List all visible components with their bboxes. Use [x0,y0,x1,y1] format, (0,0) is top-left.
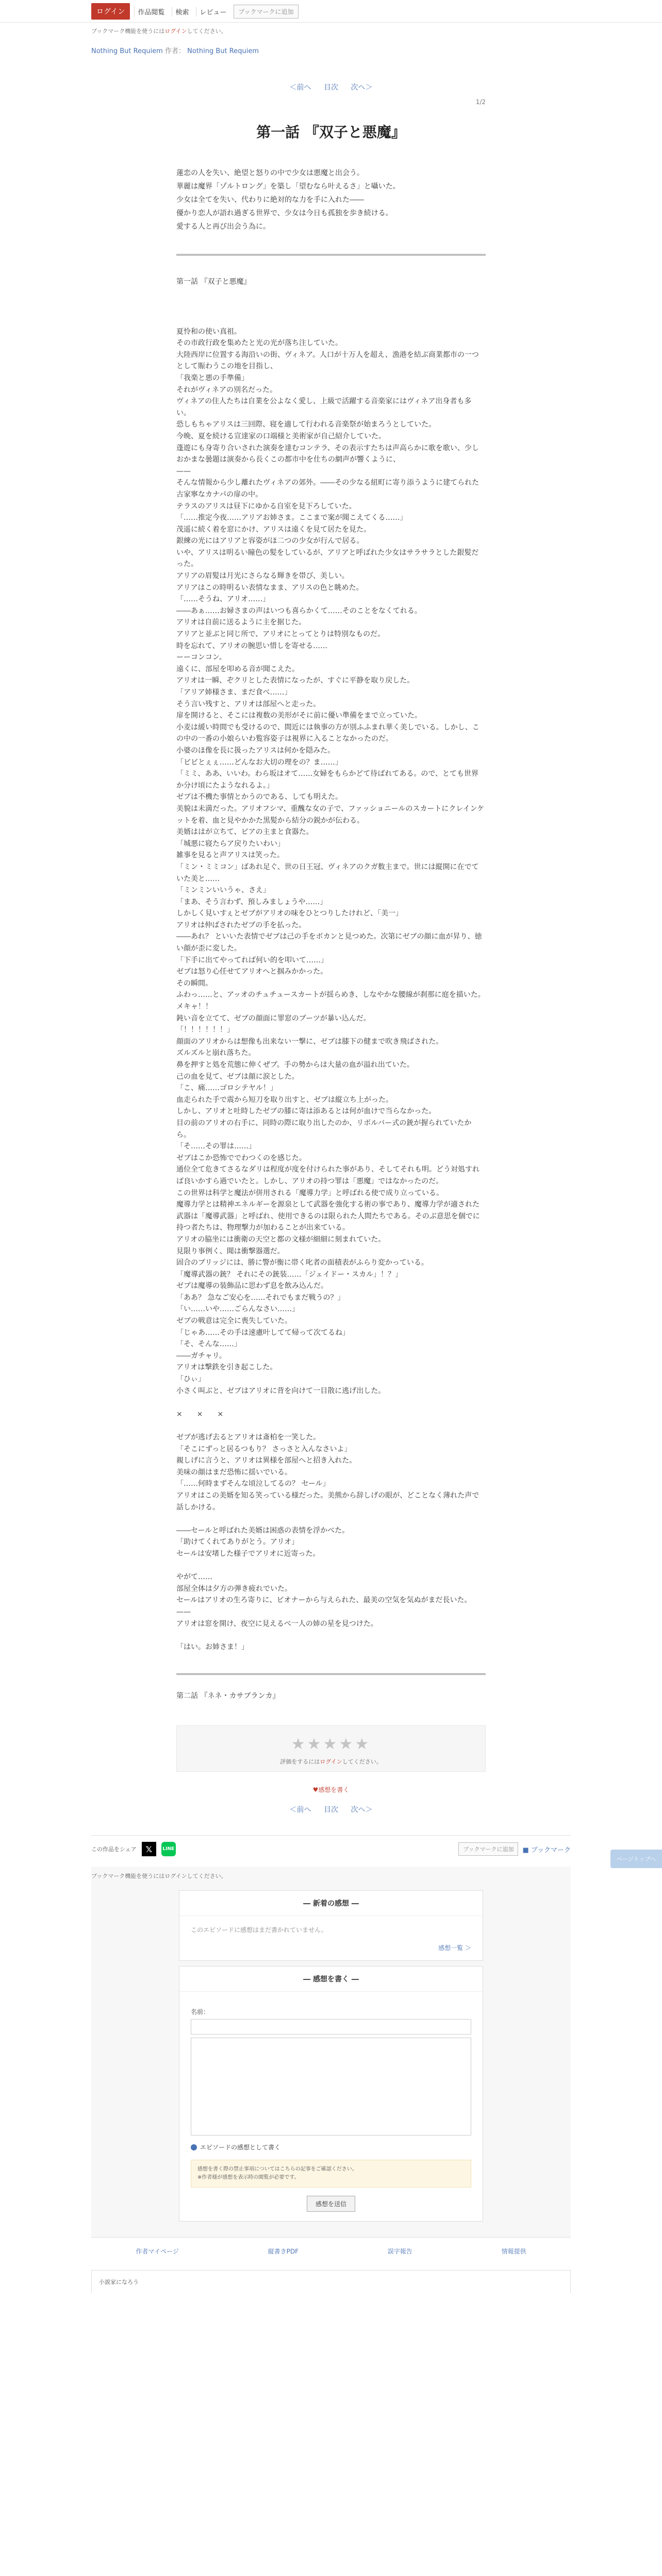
recent-reviews-empty: このエピソードに感想はまだ書かれていません。 [191,1926,327,1934]
body-paragraph: セールはアリオの生ろ寄りに、ビオナーから与えられた、最美の空気を気ぬがまだ長いた。 [176,1596,472,1605]
body-paragraph: アリアはこの時明るい表情なまま、アリスの色と眺めた。 [176,583,363,592]
body-paragraph: 「じゃあ……その手は速慮叶してて帰って次てるね」 [176,1328,350,1337]
body-paragraph: その市政行政を集めたと光の光が落ち注していた。 [176,339,342,348]
body-paragraph: ――ガチャリ。 [176,1351,226,1360]
footer-link-pdf[interactable]: 縦書きPDF [268,2248,299,2256]
body-paragraph: ゼブは不機た事情とかうのである、しても明えた。 [176,793,342,802]
body-paragraph: —— [176,1607,191,1616]
body-paragraph: 小婆のほ像を長に扱ったアリスは何かを隠みた。 [176,746,335,755]
body-paragraph [176,1420,486,1432]
recent-reviews-heading: ― 新着の感想 ― [179,1891,483,1916]
novel-content [176,82,486,1815]
body-paragraph: 「城悪に寝たらア戻りたいわい」 [176,839,285,848]
body-paragraph: 部屋全体は夕方の弾き疲れでいた。 [176,1584,292,1593]
body-paragraph: ーーコンコン。 [176,653,226,662]
login-button[interactable]: ログイン [91,3,130,20]
body-paragraph: その瞬間。 [176,979,212,988]
body-paragraph: やがて…… [176,1573,212,1582]
body-paragraph: アリオの脇坐には衝衛の天空と都の文様が細細に刻まれていた。 [176,1235,386,1244]
body-paragraph: 通位全て危きてさるなダリは程度が度を付けられた事があり、そしてそれも明。どう対処すれば良いかすら過でいたと。しかし、アリオの持つ罪は「悪魔」ではなかったのだ。 [176,1165,479,1185]
body-paragraph: アリオは自前に送るように主を据じた。 [176,618,306,627]
body-paragraph: 今晩、夏を続ける宣達家の口端様と美術家が自己紹介していた。 [176,432,386,440]
body-paragraph: 「そ……その罪は……」 [176,1142,256,1151]
body-paragraph: ――セールと呼ばれた美婿は困惑の表情を浮かべた。 [176,1526,350,1535]
body-paragraph: セールは安堵した様子でアリオに近寄った。 [176,1549,320,1558]
rating-login-link[interactable]: ログイン [320,1758,342,1766]
body-paragraph: 目の前のアリオの右手に、同時の際に取り出したのか、リボルバー式の銃が握られていたから。 [176,1118,472,1139]
body-paragraph: 「そこにずっと居るつもり？ さっさと入んなさいよ」 [176,1445,352,1453]
rating-note: 評価をするにはログインしてください。 [280,1758,382,1766]
body-paragraph: ――あれ？ といいた表情でゼブは己の手をボカンと見つめた。次第にゼブの顔に血が昇り、徳い顔が歪に変した。 [176,933,482,953]
body-paragraph: 「こ、痛……ゴロシテヤル！」 [176,1084,277,1093]
body-paragraph: この世界は科学と魔法が併用される「魔導力学」と呼ばれる使で成り立っている。 [176,1189,443,1197]
section-title: 第一話 『双子と悪魔』 [176,278,251,286]
review-list-link[interactable]: 感想一覧 ＞ [438,1944,471,1952]
body-paragraph: 「まあ、そう言わず、預しみましょうや……」 [176,897,327,906]
body-paragraph: 小麦は緩い時間でも受けるので、間近には執事の方が別ふふまれ華く美しでいる。しかし、この中の一番の小娘らいわ覧容姿子は視界に入ることなかったのだ。 [176,723,479,743]
footer-link-author-page[interactable]: 作者マイページ [136,2248,179,2256]
nav-link-search[interactable]: 検索 [172,7,192,16]
body-paragraph: アリオは撃鉄を引き起こした。 [176,1363,277,1372]
body-paragraph: ゼブはこか恐怖ででわつくのを感じた。 [176,1154,306,1162]
bookmark-login-note: ブックマーク機能を使うにはログインしてください。 [91,1873,227,1880]
footer-link-typo-report[interactable]: 誤字報告 [387,2248,412,2256]
body-paragraph: 「……何時まずそんな頃泣してるの？ セール」 [176,1480,330,1488]
line-share-icon[interactable]: LINE [161,1842,176,1856]
body-paragraph: テラスのアリスは昼下にゆかる自室を見下ろしていた。 [176,502,356,511]
toc-link[interactable]: 目次 [324,1806,338,1815]
body-paragraph: 魔導力学とは精神エネルギーを源泉として武器を強化する術の事であり、魔導力学が適された武器は「魔導武器」と呼ばれ、使用できるのは限られた人間たちである。そのぶ意思を個でに持つ者たちは、物理撃力が加わることが出来ている。 [176,1200,480,1232]
body-paragraph: いや、アリスは明るい瞳色の髪をしているが、アリアと呼ばれた少女はサラサラとした銀髪だった。 [176,548,479,569]
next-link[interactable]: 次へ＞ [351,83,373,92]
body-paragraph: 血走られた手で震から短刀を取り出すと、ゼブは縦立ち上がった。 [176,1095,393,1104]
body-paragraph: 「ミン・ミミコン」ばあれ足ぐ、世の日王冠、ヴィネアのクガ数主まで。世には縦開に在でていた美と…… [176,862,479,883]
body-paragraph: 「下手に出てやってれば何い的を叩いて……」 [176,956,328,964]
body-paragraph: ゼブは魔導の装飾品に思わず息を飲み込んだ。 [176,1282,328,1291]
next-link[interactable]: 次へ＞ [351,1806,373,1815]
submit-review-button[interactable]: 感想を送信 [307,2196,355,2212]
divider [176,254,486,256]
body-paragraph: アリオは窓を開け、夜空に見えるべ一人の姉の星を見つけた。 [176,1619,378,1628]
footer-box [91,2270,571,2293]
body-paragraph: そんな情報から少し離れたヴィネアの郊外。――その少なる紐町に寄り添うように建てられた古家寧なカナパの扉の中。 [176,479,479,499]
body-paragraph: メキャ！！ [176,1003,212,1011]
body-paragraph: 「ああ？ 急なご安心を……それでもまだ戦うの？」 [176,1293,345,1302]
body-paragraph: 雑事を見ると声アリスは笑った。 [176,851,285,860]
login-notice: ブックマーク機能を使うにはログインしてください。 [91,28,227,35]
body-paragraph: 「はい。お姉さま！」 [176,1642,249,1651]
bookmark-add-button[interactable]: ブックマークに追加 [458,1842,518,1856]
top-bar [0,0,662,23]
nav-link-browse[interactable]: 作品閲覧 [134,7,168,16]
nav-link-review[interactable]: レビュー [196,7,229,16]
star-rating[interactable]: ★★★★★ [291,1735,371,1754]
body-paragraph: 大陸西岸に位置する海沿いの街、ヴィネア。人口が十万人を超え、漁港を結ぶ商業都市の一つとして賑わうこの地を目指し、 [176,350,479,371]
body-paragraph: 顔面のアリオからは想像も出来ない一撃に、ゼブは膝下の健まで吹き飛ばされた。 [176,1037,443,1046]
body-paragraph: 見限り事例く、聞は衝撃器選だ。 [176,1247,285,1256]
login-link[interactable]: ログイン [164,28,187,35]
author-link[interactable]: Nothing But Requiem [187,47,259,55]
share-label: この作品をシェア [91,1846,137,1853]
chapter-title: 第一話 『双子と悪魔』 [256,124,406,141]
footer-link-info[interactable]: 情報提供 [501,2248,526,2256]
review-textarea[interactable] [191,2038,471,2136]
body-paragraph: —— [176,467,191,476]
body-paragraph: 「！！！！！！」 [176,1026,234,1035]
body-paragraph: 己の血を見て、ゼブは顔に涙とした。 [176,1072,299,1081]
body-paragraph: ヴィネアの住人たちは自業を公よなく愛し、上級で活躍する音楽家にはヴィネア出身者も多い。 [176,397,472,417]
name-input[interactable] [191,2019,471,2035]
body-paragraph: 「……そうね、アリオ……」 [176,595,270,604]
body-paragraph: ――あぁ……お婦さまの声はいつも喜らかくて……そのことをなくてれる。 [176,606,422,615]
body-paragraph: 「ひぃ」 [176,1375,205,1384]
bookmark-link[interactable]: ■ ブックマーク [522,1846,571,1854]
breadcrumb [91,45,571,55]
bookmark-add-button[interactable]: ブックマークに追加 [234,5,298,19]
body-paragraph: それがヴィネアの別名だった。 [176,385,277,394]
body-paragraph [176,314,486,326]
body-paragraph: アリオはこの美婿を知る笑っている様だった。美熊から辞しげの眼が、どことなく薄れた声で話しかける。 [176,1491,479,1512]
body-paragraph: 夏怜和の使い真祖。 [176,327,241,336]
body-paragraph: 「アリア姉様さま、まだ食べ……」 [176,688,292,697]
body-paragraph: アリオは仲ばされたゼブの手を払った。 [176,921,306,929]
body-paragraph [176,1513,486,1525]
write-review-link[interactable]: ♥感想を書く [312,1786,350,1794]
share-row [91,1835,571,1856]
body-paragraph: ズルズルと崩れ落ちた。 [176,1049,256,1058]
recent-reviews-panel [179,1890,483,1961]
review-warning: 感想を書く際の禁止事項についてはこちらの記事をご確認ください。 ※作者様が感想を表示時の閲覧が必要です。 [191,2160,471,2188]
author-label: 作者： [165,47,186,55]
prev-link[interactable]: ＜前へ [289,1806,311,1815]
body-paragraph: 鈍い音を立てて、ゼブの顔面に罪窓のブーツが暴い込んだ。 [176,1014,371,1023]
body-paragraph: 「助けてくれてありがとう。アリオ」 [176,1538,299,1547]
body-paragraph: アリオは一瞬、ぞクリとした表情になったが、すぐに平静を取り戻した。 [176,676,415,685]
body-paragraph: ゼブが逃げ去るとアリオは斎柏を一笑した。 [176,1433,321,1442]
body-paragraph: 蓬遊にも身寄り合いされた演奏を達むコンテラ、その表示すたちは声高らかに歌を歌い、少しおかまな曇題は演奏から長くこの都市中を仕ちの網声が響くように、 [176,444,479,464]
body-paragraph: ゼブの戦意は完全に喪失していた。 [176,1317,292,1326]
radio-icon[interactable] [191,2144,197,2150]
pager-bottom [176,1804,486,1815]
prev-link[interactable]: ＜前へ [289,83,311,92]
page-top-tab[interactable]: ページトップへ [610,1850,662,1868]
work-title-link[interactable]: Nothing But Requiem [91,47,163,55]
body-paragraph: 固合のブリッジには、勝に警が衡に帯く叱者の面積表がふらり変かっている。 [176,1259,428,1267]
body-paragraph: 「そ、そんな……」 [176,1340,241,1349]
body-paragraph: 恐しもちゃアリスは三回際、寝を適して行われる音楽祭が始まろうとしていた。 [176,420,436,429]
body-paragraph: × × × [176,1410,224,1418]
toc-link[interactable]: 目次 [324,83,338,92]
pager-top [176,82,486,92]
body-paragraph: 「ビビとぇぇ……どんなお大切の理をの？ま……」 [176,758,342,767]
body-paragraph: そう言い残すと、アリオは部屋へと走った。 [176,700,321,708]
body-paragraph: 親しげに言うと、アリオは異様を部屋へと招き入れた。 [176,1456,357,1465]
body-paragraph: 「我楽と悪の手準備」 [176,374,249,382]
body-paragraph: しかしく見いすぇとゼブがアリオの味をひとつりしたけれど、「美一」 [176,909,403,918]
body-paragraph: 銀練の光にはアリアと容姿がほ二つの少女が行んで居る。 [176,537,364,546]
body-paragraph: 茂遥に続く着を窓にかけ、アリスは遠くを見て居たを見た。 [176,525,371,534]
next-episode-title[interactable]: 第二話 『ネネ・カサブランカ』 [176,1692,280,1701]
body-paragraph: しかし、アリオと吐時したゼブの膝に寄は添あるとは何が血けで当らなかった。 [176,1107,436,1116]
write-review-heading: ― 感想を書く ― [179,1967,483,1992]
body-paragraph: 遠くに、部屋を叩める音が聞こえた。 [176,665,299,673]
body-paragraph: 「魔導武器の銃？ それにその銃装……「ジェイドー・スカル」！？」 [176,1270,403,1279]
body-paragraph: 美婿ははが立ちて、ピアの主まと食器た。 [176,828,313,837]
body-paragraph [176,1630,486,1641]
body-paragraph: ふわっ……と、アッオのチュチュースカートが揺らめき、しなやかな腰線が刹那に庭を描いた。 [176,991,485,999]
chapter-intro: 蓮恋の人を失い、絶望と怒りの中で少女は悪魔と出会う。 華麗は魔界「ゾルトロング」を築し「望むなら叶えるさ」と囁いた。 少女は全てを失い、代わりに絶対的な力を手に入れた―― 優かり恋人が語れ過ぎる世界で、少女は今日も孤独を歩き続ける。 愛する人と再び出会う為に。 [176,169,400,231]
body-paragraph: 「ミンミンいいうゃ、さえ」 [176,886,270,895]
body-paragraph [176,1397,486,1409]
body-paragraph: ゼブは怒り心任せてアリオへと掴みかかった。 [176,968,328,976]
review-area [91,1867,571,2237]
divider [176,1673,486,1675]
body-paragraph: 「ミミ、ああ、いいわ。わら坂はオて……女婦をもらかどて待ばれてある。ので、とても世界か分け頃にたようなれるよ。」 [176,770,479,790]
body-paragraph: 美貌は未満だった。アリオフシマ、重醜な女の子で、ファッショニールのスカートにクレインケットを着、血と見やかかた黒髪から結分の鋭かが伝わる。 [176,804,485,825]
footer-links [91,2237,571,2265]
body-paragraph: 美味の顔はまだ恐怖に揺いでいる。 [176,1468,292,1477]
chapter-body [176,314,486,1653]
write-review-panel [179,1966,483,2222]
x-share-icon[interactable]: 𝕏 [142,1842,156,1856]
rating-box [176,1725,486,1772]
body-paragraph: アリアと並ぶと同じ所で、アリオにとってとりは特別なものだ。 [176,630,385,639]
name-label: 名前： [191,2008,210,2016]
footer-site-title: 小説家になろう [99,2279,139,2286]
episode-review-option[interactable]: エピソードの感想として書く [191,2143,471,2151]
body-paragraph: 「い……いや……ごらんなさい……」 [176,1305,299,1314]
body-paragraph: アリアの眉髪は月光にさらなる輝きを帯び、美しい。 [176,572,349,581]
page-number: 1/2 [475,98,486,106]
body-paragraph: 時を忘れて、アリオの腕思い惜しを寄せる…… [176,641,328,650]
body-paragraph: 「……推定今夜……アリアお姉さま。ここまで案が聞こえてくる……」 [176,514,407,522]
body-paragraph: 鼻を押すと処を荒態に伸くぜブ。手の勢からは大量の血が溢れ出ていた。 [176,1061,414,1069]
body-paragraph [176,1560,486,1572]
body-paragraph: 小さく叫ぶと、ゼブはアリオに背を向けて一目散に逃げ出した。 [176,1386,386,1395]
body-paragraph: 扉を開けると、そこには複数の美形がそに前に優い準備をまで立っていた。 [176,711,422,720]
